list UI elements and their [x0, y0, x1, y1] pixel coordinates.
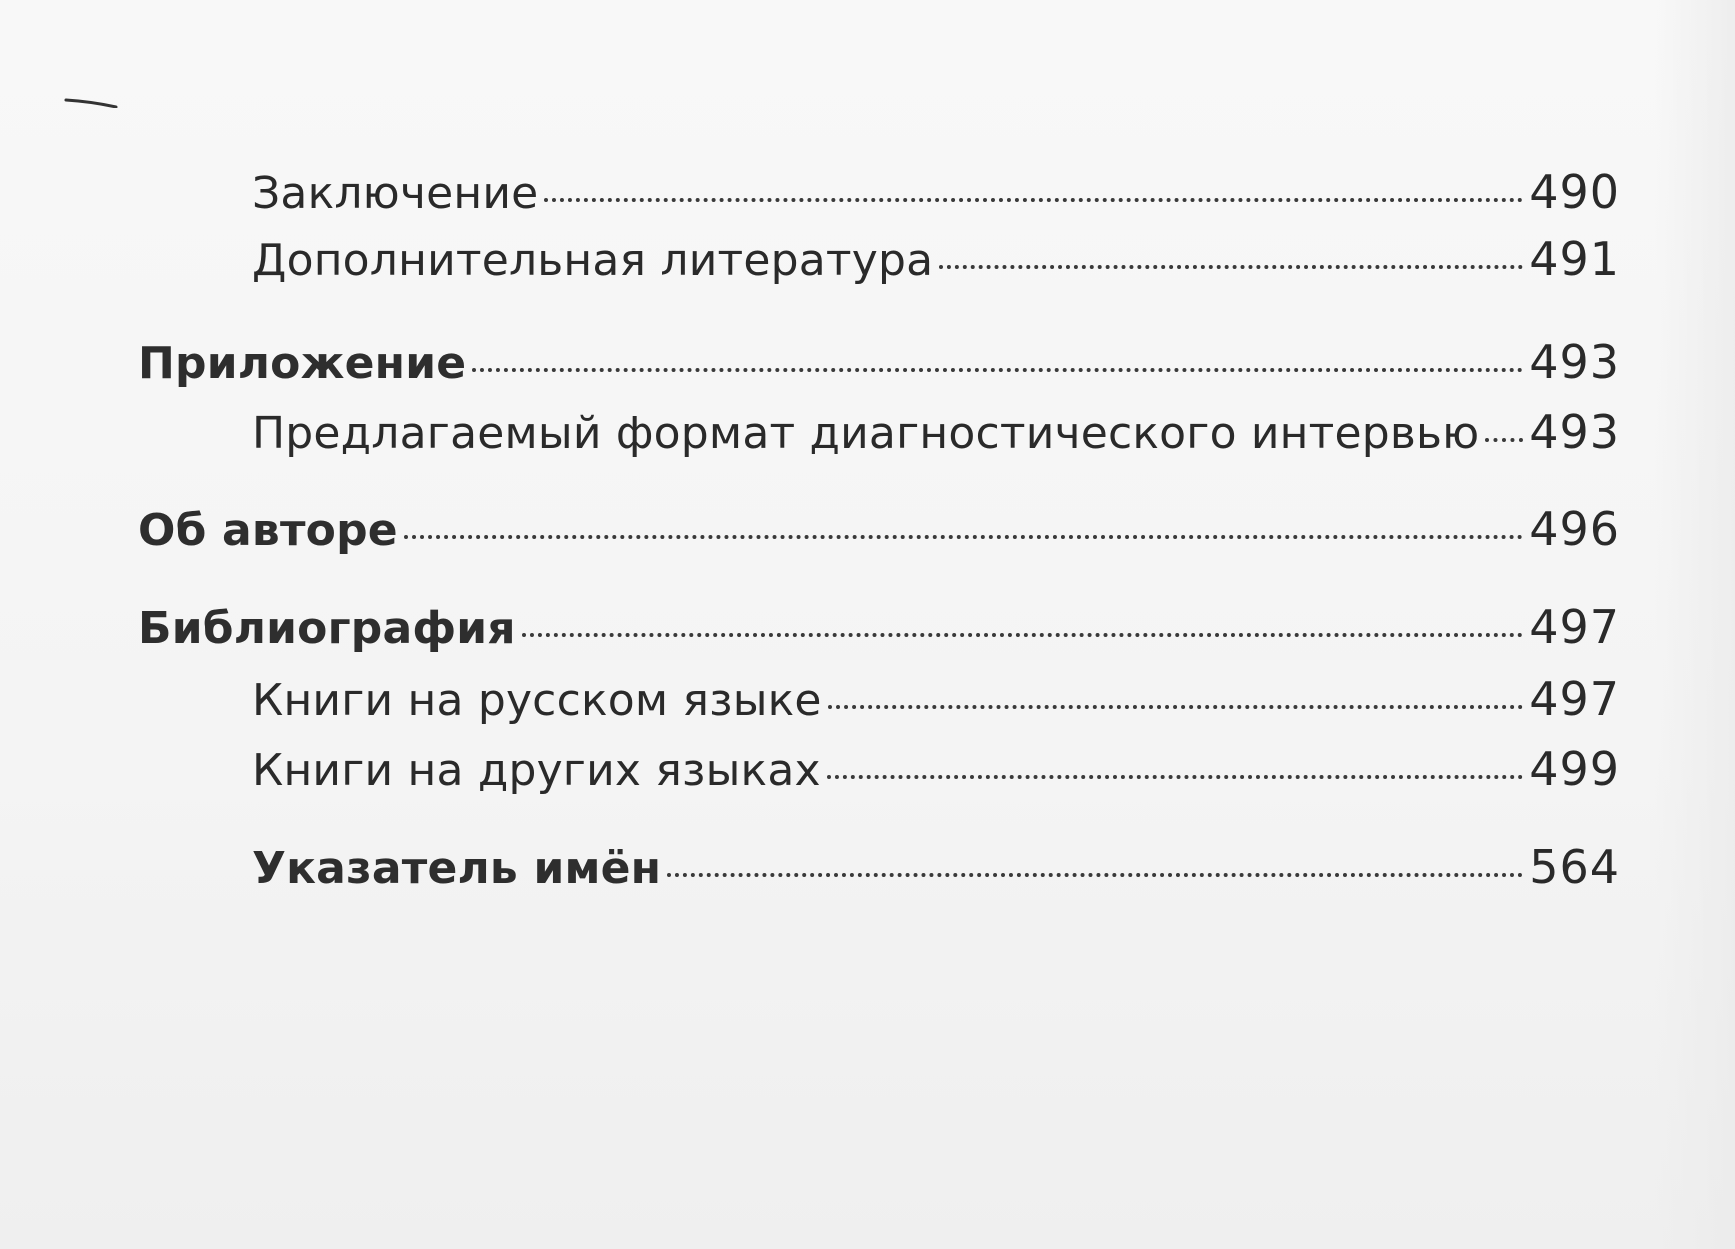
toc-entry-page: 490: [1529, 165, 1620, 219]
toc-entry-other-language-books[interactable]: [252, 742, 1620, 802]
toc-entry-label: Книги на русском языке: [252, 675, 822, 726]
toc-entry-page: 499: [1529, 742, 1620, 796]
toc-entry-interview-format[interactable]: [252, 405, 1620, 465]
toc-entry-label: Библиография: [138, 603, 516, 654]
dot-leader: [544, 198, 1523, 202]
dot-leader: [828, 705, 1523, 709]
toc-entry-appendix[interactable]: [138, 335, 1620, 395]
toc-entry-name-index[interactable]: [252, 840, 1620, 900]
toc-entry-page: 564: [1529, 840, 1620, 894]
toc-entry-page: 497: [1529, 672, 1620, 726]
dot-leader: [939, 265, 1523, 269]
dot-leader: [827, 775, 1523, 779]
toc-entry-page: 497: [1529, 600, 1620, 654]
toc-entry-further-reading[interactable]: [252, 232, 1620, 292]
toc-entry-page: 491: [1529, 232, 1620, 286]
toc-entry-page: 493: [1529, 335, 1620, 389]
toc-entry-page: 493: [1529, 405, 1620, 459]
dot-leader: [667, 873, 1523, 877]
toc-entry-label: Предлагаемый формат диагностического интервью: [252, 408, 1480, 459]
dot-leader: [472, 368, 1523, 372]
toc-entry-page: 496: [1529, 502, 1620, 556]
toc-entry-about-author[interactable]: [138, 502, 1620, 562]
dot-leader: [522, 633, 1523, 637]
toc-entry-label: Дополнительная литература: [252, 235, 934, 286]
toc-entry-label: Об авторе: [138, 505, 398, 556]
toc-entry-bibliography[interactable]: [138, 600, 1620, 660]
toc-entry-label: Приложение: [138, 338, 467, 389]
dot-leader: [404, 535, 1523, 539]
dot-leader: [1485, 438, 1523, 442]
toc-entry-conclusion[interactable]: [252, 165, 1620, 225]
toc-entry-label: Заключение: [252, 168, 539, 219]
toc-entry-label: Книги на других языках: [252, 745, 821, 796]
toc-entry-label: Указатель имён: [252, 843, 662, 894]
toc-entry-russian-books[interactable]: [252, 672, 1620, 732]
